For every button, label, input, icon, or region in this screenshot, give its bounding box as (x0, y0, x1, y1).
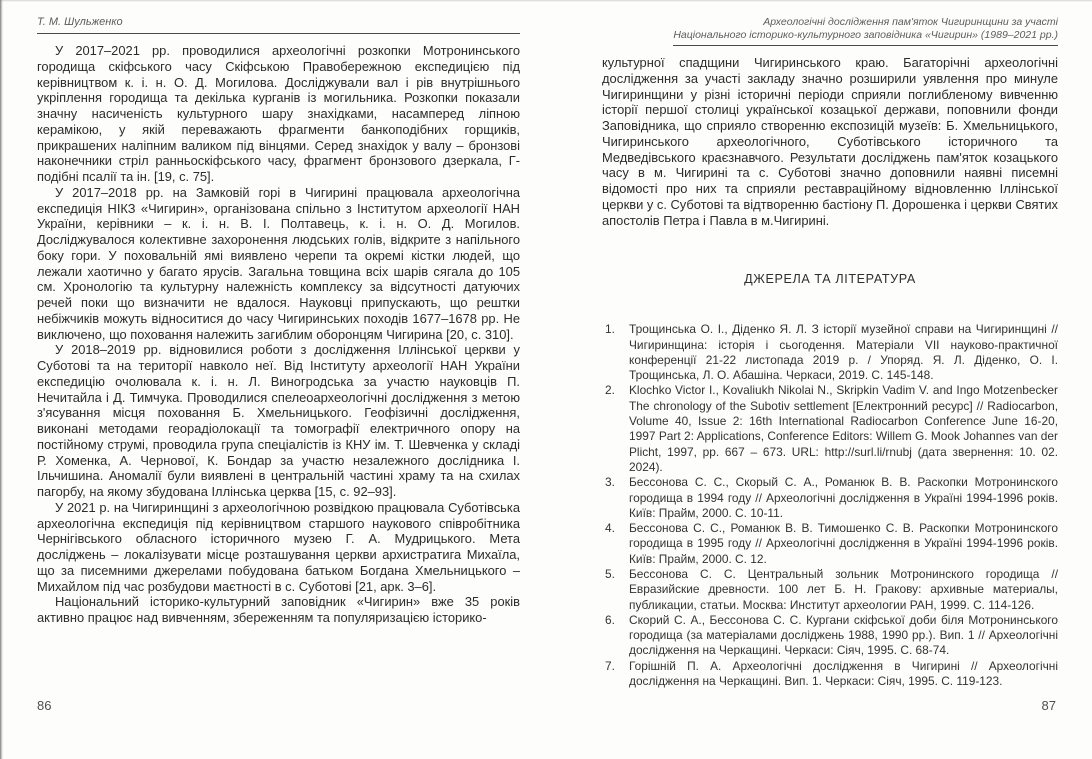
reference-item (602, 567, 1058, 613)
reference-text: Бессонова С. С., Скорый С. А., Романюк В. В. Раскопки Мотронинского городища в 1994 году // Археологічні дослідження в Україні 1994-1996 років. Київ: Прайм, 2000. С. 10-11. (629, 475, 1058, 520)
reference-number: 4. (605, 521, 615, 536)
body-paragraph: У 2017–2018 рр. на Замковій горі в Чигирині працювала археологічна експедиція НІКЗ «Чигирин», організована спільно з Інститутом археології НАН України, керівники – к. і. н. В. І. Полтавець, к. і. н. О. Д. Могилов. Досліджувалося колективне захоронення людських голів, відкрите з напільного боку гори. У поховальній ямі виявлено черепи та окремі кістки людей, що лежали хаотично у багато ярусів. Загальна товщина всіх шарів сягала до 105 см. Хронологію та культурну належність комплексу за відсутності датуючих речей поки що визначити не вдалося. Науковці припускають, що рештки небіжчиків можуть відноситися до часу Чигиринських походів 1677–1678 рр. Не виключено, що поховання належить загиблим оборонцям Чигирина [20, с. 310]. (37, 184, 520, 342)
reference-text: Бессонова С. С. Центральный зольник Мотронинского городища // Евразийские древности. 100 лет Б. Н. Гракову: архивные материалы, публикации, статьи. Москва: Институт археологии РАН, 1999. С. 114-126. (629, 567, 1058, 612)
body-paragraph: У 2018–2019 рр. відновилися роботи з дослідження Іллінської церкви у Суботові та на території навколо неї. Від Інституту археології НАН України експедицію очолювала к. і. н. Л. Виногродська за участю науковців П. Нечитайла і Д. Тимчука. Проводилися спелеоархеологічні дослідження з метою з'ясування місця поховання Б. Хмельницького. Геофізичні дослідження, виконані методами георадіолокації та томографії електричного опору на постійному струмі, проводила група спеціалістів із КНУ ім. Т. Шевченка у складі Р. Хоменка, А. Чернової, К. Бондар за участю незалежного дослідника І. Ільчишина. Аномалії були виявлені в центральній частині храму та на схилах пагорбу, на якому збудована Іллінська церква [15, с. 92–93]. (37, 342, 520, 499)
section-heading-sources: ДЖЕРЕЛА ТА ЛІТЕРАТУРА (744, 272, 916, 287)
running-head-title (602, 16, 1058, 46)
page-number-left: 86 (37, 698, 52, 713)
reference-text: Горішній П. А. Археологічні дослідження в Чигирині // Археологічні дослідження на Черкащині. Вип. 1. Черкаси: Сіяч, 1995. С. 119-123. (629, 658, 1058, 689)
reference-number: 1. (605, 322, 615, 337)
page-right (546, 0, 1092, 759)
left-page-body (37, 43, 520, 626)
reference-item (602, 475, 1058, 521)
reference-item (602, 659, 1058, 690)
right-page-body (602, 55, 1058, 228)
scan-edge-top (0, 0, 1092, 2)
reference-item (602, 322, 1058, 383)
references-list (602, 322, 1058, 689)
running-head-title-lines (673, 16, 1058, 46)
page-number-right: 87 (1041, 698, 1056, 713)
reference-number: 3. (605, 475, 615, 490)
scan-edge-left (0, 0, 3, 759)
reference-item (602, 613, 1058, 659)
body-paragraph: У 2021 р. на Чигиринщині з археологічною розвідкою працювала Суботівська археологічна експедиція під керівництвом старшого наукового співробітника Чернігівського обласного історичного музею Г. А. Мудрицького. Мета досліджень – локалізувати місце розташування церкви архистратига Михаїла, що за писемними джерелами побудована батьком Богдана Хмельницького – Михайлом під час розбудови маєтності в с. Суботові [21, арк. 3–6]. (37, 499, 520, 594)
reference-number: 2. (605, 383, 615, 398)
running-head-line1: Археологічні дослідження пам'яток Чигиринщини за участі (763, 16, 1058, 28)
body-paragraph-continuation: культурної спадщини Чигиринського краю. Багаторічні археологічні дослідження за участі закладу значно розширили уявлення про минуле Чигиринщини у різні історичні періоди сприяли поглибленому вивченню історії першої столиці української козацької держави, поповнили фонди Заповідника, що сприяло створенню експозицій музеїв: Б. Хмельницького, Чигиринського археологічного, Суботівського історичного та Медведівського краєзнавчого. Результати досліджень пам'яток козацького часу в м. Чигирині та с. Суботові значно доповнили наявні писемні відомості про них та сприяли реставраційному відновленню Іллінської церкви у с. Суботові та відтворенню бастіону П. Дорошенка і церкви Святих апостолів Петра і Павла в м.Чигирині. (602, 55, 1058, 228)
body-paragraph: У 2017–2021 рр. проводилися археологічні розкопки Мотронинського городища скіфського часу Скіфською Правобережною експедицією під керівництвом к. і. н. О. Д. Могилова. Досліджували вал і рів внутрішнього укріплення городища та декілька курганів із могильника. Розкопки показали значну насиченість культурного шару знахідками, насамперед ліпною керамікою, у якій переважають фрагменти банкоподібних горщиків, прикрашених наліпним валиком під вінцями. Серед знахідок у валу – бронзові наконечники стріл ранньоскіфського часу, фрагмент бронзового дзеркала, Г-подібні псалії та ін. [19, с. 75]. (37, 43, 520, 184)
reference-number: 7. (605, 658, 615, 673)
body-paragraph: Національний історико-культурний заповідник «Чигирин» вже 35 років активно працює над вивченням, збереженням та популяризацією історико- (37, 594, 520, 625)
reference-text: Klochko Victor I., Kovaliukh Nikolai N., Skripkin Vadim V. and Ingo Motzenbecker The chronology of the Subotiv settlement [Електронний ресурс] // Radiocarbon, Volume 40, Issue 2: 16th International Radiocarbon Conference June 16-20, 1997 Part 2: Applications, Conference Editors: Willem G. Mook Johannes van der Plicht, 1997, pp. 667 – 673. URL: http://surl.li/rnubj (дата звернення: 10. 02. 2024). (629, 383, 1058, 474)
running-head-line2: Національного історико-культурного заповідника «Чигирин» (1989–2021 рр.) (673, 29, 1058, 41)
reference-text: Трощинська О. І., Діденко Я. Л. З історії музейної справи на Чигиринщині // Чигиринщина: історія і сьогодення. Матеріали VII науково-практичної конференції 21-22 листопада 2019 р. / Упоряд. Я. Л. Діденко, О. І. Трощинська, Л. О. Абашіна. Черкаси, 2019. С. 145-148. (629, 322, 1058, 383)
reference-item (602, 383, 1058, 475)
reference-number: 6. (605, 612, 615, 627)
running-head-author: Т. М. Шульженко (37, 16, 520, 34)
reference-text: Скорий С. А., Бессонова С. С. Кургани скіфської доби біля Мотронинського городища (за матеріалами досліджень 1988, 1990 рр.). Вип. 1 // Археологічні дослідження на Черкащині. Черкаси: Сіяч, 1995. С. 68-74. (629, 612, 1058, 658)
reference-text: Бессонова С. С., Романюк В. В. Тимошенко С. В. Раскопки Мотронинского городища в 1995 году // Археологічні дослідження в Україні 1994-1996 років. Київ: Прайм, 2000. С. 12. (629, 521, 1058, 566)
reference-item (602, 521, 1058, 567)
reference-number: 5. (605, 567, 615, 581)
